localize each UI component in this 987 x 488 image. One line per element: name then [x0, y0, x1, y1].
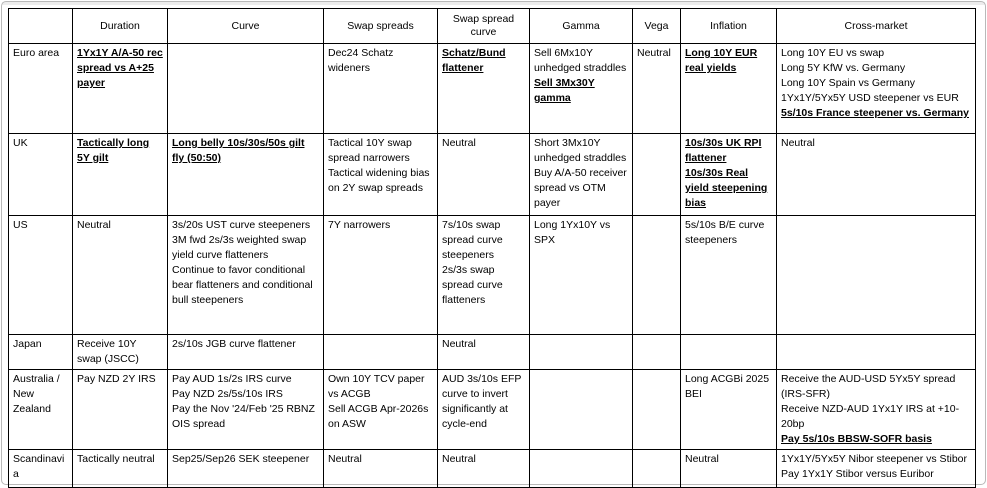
cell-swap-spreads — [324, 44, 438, 134]
trade-entry: Pay AUD 1s/2s IRS curve — [172, 373, 292, 385]
trade-entry: 3s/20s UST curve steepeners — [172, 219, 311, 231]
cell-curve — [168, 216, 324, 335]
trade-recommendations-table — [8, 8, 976, 488]
cell-cross-market — [777, 134, 976, 216]
cell-curve — [168, 134, 324, 216]
cell-cross-market — [777, 370, 976, 450]
cell-gamma — [530, 134, 633, 216]
cell-cross-market — [777, 450, 976, 488]
trade-entry: Receive NZD-AUD 1Yx1Y IRS at +10-20bp — [781, 403, 960, 430]
header-row — [9, 9, 976, 44]
cell-inflation — [681, 44, 777, 134]
trade-entry: 1Yx1Y/5Yx5Y Nibor steepener vs Stibor — [781, 453, 967, 465]
trade-link[interactable]: Schatz/Bund flattener — [442, 47, 506, 74]
table-row — [9, 335, 976, 370]
column-header-vega: Vega — [633, 9, 681, 44]
trade-entry: 1Yx1Y/5Yx5Y USD steepener vs EUR — [781, 92, 959, 104]
trade-entry: Tactically neutral — [77, 453, 155, 465]
cell-swap-spreads — [324, 134, 438, 216]
trade-entry: Long 10Y Spain vs Germany — [781, 77, 916, 89]
column-header-cross-market: Cross-market — [777, 9, 976, 44]
trade-entry: Continue to favor conditional bear flatteners and conditional bull steepeners — [172, 264, 313, 306]
trade-entry: 5s/10s B/E curve steepeners — [685, 219, 765, 246]
cell-duration — [73, 134, 168, 216]
cell-swap-spread-curve — [438, 134, 530, 216]
trade-entry: Tactical widening bias on 2Y swap spreads — [328, 167, 430, 194]
cell-duration — [73, 44, 168, 134]
region-label: Scandinavia — [9, 450, 73, 488]
table-row — [9, 134, 976, 216]
window-top-edge — [2, 2, 985, 5]
cell-vega — [633, 44, 681, 134]
cell-inflation — [681, 335, 777, 370]
trade-entry: Long 5Y KfW vs. Germany — [781, 62, 906, 74]
cell-cross-market — [777, 44, 976, 134]
region-label: Euro area — [9, 44, 73, 134]
table-row — [9, 370, 976, 450]
trade-entry: Neutral — [442, 453, 476, 465]
cell-duration — [73, 216, 168, 335]
cell-vega — [633, 335, 681, 370]
cell-swap-spread-curve — [438, 44, 530, 134]
table-row — [9, 450, 976, 488]
cell-gamma — [530, 335, 633, 370]
trade-entry: Long 10Y EU vs swap — [781, 47, 885, 59]
cell-swap-spread-curve — [438, 370, 530, 450]
region-label: US — [9, 216, 73, 335]
cell-gamma — [530, 44, 633, 134]
cell-swap-spreads — [324, 335, 438, 370]
cell-gamma — [530, 450, 633, 488]
trade-entry: Sell 6Mx10Y unhedged straddles — [534, 47, 627, 74]
trade-link[interactable]: Tactically long 5Y gilt — [77, 137, 150, 164]
cell-vega — [633, 450, 681, 488]
trade-entry: 2s/3s swap spread curve flatteners — [442, 264, 503, 306]
trade-entry: Neutral — [685, 453, 719, 465]
region-label: Japan — [9, 335, 73, 370]
cell-vega — [633, 370, 681, 450]
table-row — [9, 44, 976, 134]
trade-entry: Neutral — [442, 137, 476, 149]
trade-entry: Long ACGBi 2025 BEI — [685, 373, 770, 400]
cell-curve — [168, 370, 324, 450]
trade-entry: Sell ACGB Apr-2026s on ASW — [328, 403, 429, 430]
trade-link[interactable]: Sell 3Mx30Y gamma — [534, 77, 595, 104]
column-header-swap-spread-curve: Swap spread curve — [438, 9, 530, 44]
trade-entry: AUD 3s/10s EFP curve to invert significantly at cycle-end — [442, 373, 522, 430]
cell-vega — [633, 134, 681, 216]
region-label: UK — [9, 134, 73, 216]
cell-duration — [73, 450, 168, 488]
cell-curve — [168, 335, 324, 370]
trade-entry: Short 3Mx10Y unhedged straddles — [534, 137, 627, 164]
cell-swap-spreads — [324, 216, 438, 335]
cell-duration — [73, 370, 168, 450]
cell-curve — [168, 450, 324, 488]
trade-link[interactable]: Pay 5s/10s BBSW-SOFR basis — [781, 433, 932, 445]
cell-swap-spreads — [324, 370, 438, 450]
trade-entry: Pay the Nov '24/Feb '25 RBNZ OIS spread — [172, 403, 315, 430]
cell-inflation — [681, 134, 777, 216]
trade-entry: Neutral — [442, 338, 476, 350]
trade-entry: Buy A/A-50 receiver spread vs OTM payer — [534, 167, 627, 209]
cell-curve — [168, 44, 324, 134]
trade-entry: Neutral — [781, 137, 815, 149]
cell-swap-spreads — [324, 450, 438, 488]
trade-entry: Neutral — [637, 47, 671, 59]
trade-link[interactable]: 5s/10s France steepener vs. Germany — [781, 107, 969, 119]
trade-entry: Own 10Y TCV paper vs ACGB — [328, 373, 425, 400]
trade-entry: Dec24 Schatz wideners — [328, 47, 394, 74]
trade-entry: 7s/10s swap spread curve steepeners — [442, 219, 503, 261]
trade-link[interactable]: 10s/30s UK RPI flattener — [685, 137, 762, 164]
trade-entry: Pay NZD 2Y IRS — [77, 373, 156, 385]
trade-entry: Neutral — [77, 219, 111, 231]
cell-swap-spread-curve — [438, 216, 530, 335]
trade-entry: 2s/10s JGB curve flattener — [172, 338, 296, 350]
cell-gamma — [530, 370, 633, 450]
trade-entry: Receive 10Y swap (JSCC) — [77, 338, 139, 365]
cell-gamma — [530, 216, 633, 335]
trade-entry: Long 1Yx10Y vs SPX — [534, 219, 611, 246]
cell-inflation — [681, 216, 777, 335]
trade-link[interactable]: Long belly 10s/30s/50s gilt fly (50:50) — [172, 137, 305, 164]
cell-cross-market — [777, 335, 976, 370]
trade-link[interactable]: Long 10Y EUR real yields — [685, 47, 758, 74]
trade-entry: Neutral — [328, 453, 362, 465]
column-header-swap-spreads: Swap spreads — [324, 9, 438, 44]
cell-vega — [633, 216, 681, 335]
cell-duration — [73, 335, 168, 370]
trade-entry: 3M fwd 2s/3s weighted swap yield curve flatteners — [172, 234, 307, 261]
table-header — [9, 9, 976, 44]
trade-entry: Tactical 10Y swap spread narrowers — [328, 137, 412, 164]
column-header-inflation: Inflation — [681, 9, 777, 44]
cell-swap-spread-curve — [438, 335, 530, 370]
cell-inflation — [681, 450, 777, 488]
cell-cross-market — [777, 216, 976, 335]
trade-entry: Sep25/Sep26 SEK steepener — [172, 453, 310, 465]
trade-entry: 7Y narrowers — [328, 219, 391, 231]
column-header-region — [9, 9, 73, 44]
table-row — [9, 216, 976, 335]
column-header-gamma: Gamma — [530, 9, 633, 44]
trade-link[interactable]: 10s/30s Real yield steepening bias — [685, 167, 768, 209]
trade-entry: Receive the AUD-USD 5Yx5Y spread (IRS-SFR) — [781, 373, 956, 400]
cell-swap-spread-curve — [438, 450, 530, 488]
trade-link[interactable]: 1Yx1Y A/A-50 rec spread vs A+25 payer — [77, 47, 163, 89]
cell-inflation — [681, 370, 777, 450]
region-label: Australia / New Zealand — [9, 370, 73, 450]
trade-entry: Pay 1Yx1Y Stibor versus Euribor — [781, 468, 934, 480]
table-body — [9, 44, 976, 488]
column-header-curve: Curve — [168, 9, 324, 44]
trade-entry: Pay NZD 2s/5s/10s IRS — [172, 388, 283, 400]
column-header-duration: Duration — [73, 9, 168, 44]
